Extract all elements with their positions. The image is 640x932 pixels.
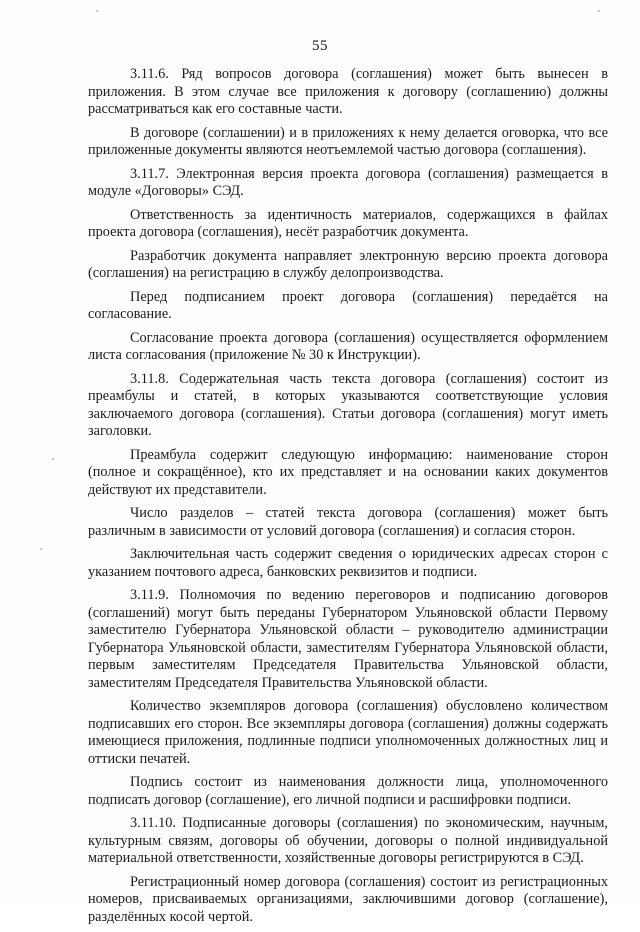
paragraph-registration-number: Регистрационный номер договора (соглашения) состоит из регистрационных номеров, присваиваемых организациями, заключившими договор (соглашение), разделённых косой чертой. bbox=[88, 873, 608, 925]
page-number: 55 bbox=[312, 38, 328, 54]
paragraph-developer: Разработчик документа направляет электронную версию проекта договора (соглашения) на регистрацию в службу делопроизводства. bbox=[88, 247, 608, 281]
scan-speck bbox=[598, 10, 600, 12]
scan-speck bbox=[96, 10, 98, 12]
paragraph-3-11-9: 3.11.9. Полномочия по ведению переговоров и подписанию договоров (соглашений) могут быть переданы Губернатором Ульяновской области Первому заместителю Губернатора Ульяновской области – руководителю администрации Губернатора Ульяновской области, заместителям Губернатора Ульяновской области, первым заместителям Председателя Правительства Ульяновской области, заместителям Председателя Правительства Ульяновской области. bbox=[88, 587, 608, 691]
paragraph-preamble: Преамбула содержит следующую информацию: наименование сторон (полное и сокращённое), кто их представляет и на основании каких документов действуют их представители. bbox=[88, 446, 608, 498]
paragraph-responsibility: Ответственность за идентичность материалов, содержащихся в файлах проекта договора (соглашения), несёт разработчик документа. bbox=[88, 206, 608, 240]
paragraph-3-11-7: 3.11.7. Электронная версия проекта договора (соглашения) размещается в модуле «Договоры» СЭД. bbox=[88, 165, 608, 199]
paragraph-before-signing: Перед подписанием проект договора (соглашения) передаётся на согласование. bbox=[88, 288, 608, 322]
document-body bbox=[88, 66, 608, 932]
scan-speck bbox=[40, 548, 42, 550]
paragraph-approval: Согласование проекта договора (соглашения) осуществляется оформлением листа согласования (приложение № 30 к Инструкции). bbox=[88, 329, 608, 363]
paragraph-signature: Подпись состоит из наименования должности лица, уполномоченного подписать договор (соглашение), его личной подписи и расшифровки подписи. bbox=[88, 774, 608, 808]
paragraph-3-11-8: 3.11.8. Содержательная часть текста договора (соглашения) состоит из преамбулы и статей, в которых указываются соответствующие условия заключаемого договора (соглашения). Статьи договора (соглашения) могут иметь заголовки. bbox=[88, 370, 608, 439]
scan-speck bbox=[52, 458, 54, 460]
paragraph-final-part: Заключительная часть содержит сведения о юридических адресах сторон с указанием почтового адреса, банковских реквизитов и подписи. bbox=[88, 546, 608, 580]
paragraph-sections: Число разделов – статей текста договора (соглашения) может быть различным в зависимости от условий договора (соглашения) и согласия сторон. bbox=[88, 505, 608, 539]
paragraph-annex-clause: В договоре (соглашении) и в приложениях к нему делается оговорка, что все приложенные документы являются неотъемлемой частью договора (соглашения). bbox=[88, 124, 608, 158]
paragraph-3-11-10: 3.11.10. Подписанные договоры (соглашения) по экономическим, научным, культурным связям, договоры об обучении, договоры о полной индивидуальной материальной ответственности, хозяйственные договоры регистрируются в СЭД. bbox=[88, 815, 608, 866]
paragraph-3-11-6: 3.11.6. Ряд вопросов договора (соглашения) может быть вынесен в приложения. В этом случае все приложения к договору (соглашению) должны рассматриваться как его составные части. bbox=[88, 66, 608, 117]
paragraph-copies: Количество экземпляров договора (соглашения) обусловлено количеством подписавших его сторон. Все экземпляры договора (соглашения) должны содержать имеющиеся приложения, подлинные подписи уполномоченных должностных лиц и оттиски печатей. bbox=[88, 698, 608, 767]
